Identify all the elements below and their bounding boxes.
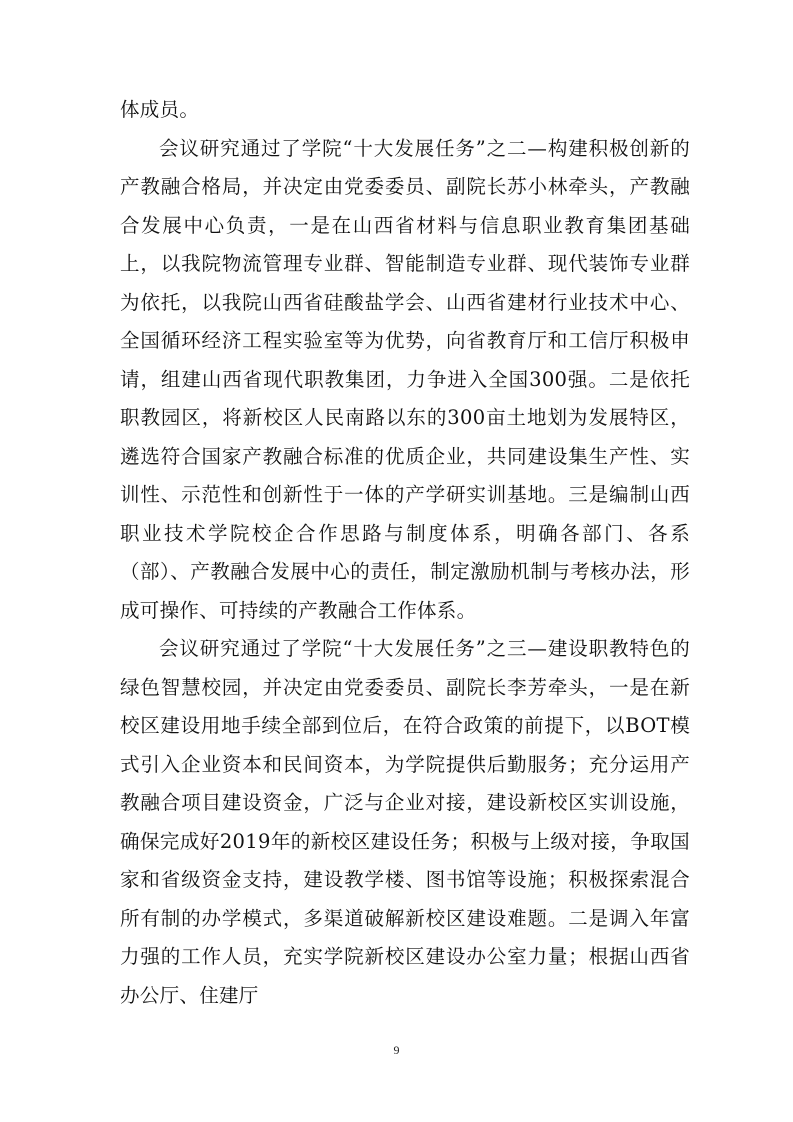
paragraph-task-three: 会议研究通过了学院“十大发展任务”之三—建设职教特色的绿色智慧校园，并决定由党委委员、副院长李芳牵头，一是在新校区建设用地手续全部到位后，在符合政策的前提下，以BOT模式引入企业资本和民间资本，为学院提供后勤服务；充分运用产教融合项目建设资金，广泛与企业对接，建设新校区实训设施，确保完成好2019年的新校区建设任务；积极与上级对接，争取国家和省级资金支持，建设教学楼、图书馆等设施；积极探索混合所有制的办学模式，多渠道破解新校区建设难题。二是调入年富力强的工作人员，充实学院新校区建设办公室力量；根据山西省办公厅、住建厅 <box>120 637 690 1007</box>
document-body <box>120 91 690 1015</box>
page-number: 9 <box>393 1043 400 1057</box>
paragraph-task-two: 会议研究通过了学院“十大发展任务”之二—构建积极创新的产教融合格局，并决定由党委委员、副院长苏小林牵头，产教融合发展中心负责，一是在山西省材料与信息职业教育集团基础上，以我院物流管理专业群、智能制造专业群、现代装饰专业群为依托，以我院山西省硅酸盐学会、山西省建材行业技术中心、全国循环经济工程实验室等为优势，向省教育厅和工信厅积极申请，组建山西省现代职教集团，力争进入全国300强。二是依托职教园区，将新校区人民南路以东的300亩土地划为发展特区，遴选符合国家产教融合标准的优质企业，共同建设集生产性、实训性、示范性和创新性于一体的产学研实训基地。三是编制山西职业技术学院校企合作思路与制度体系，明确各部门、各系（部）、产教融合发展中心的责任，制定激励机制与考核办法，形成可操作、可持续的产教融合工作体系。 <box>120 136 690 622</box>
paragraph-continuation: 体成员。 <box>120 98 200 121</box>
